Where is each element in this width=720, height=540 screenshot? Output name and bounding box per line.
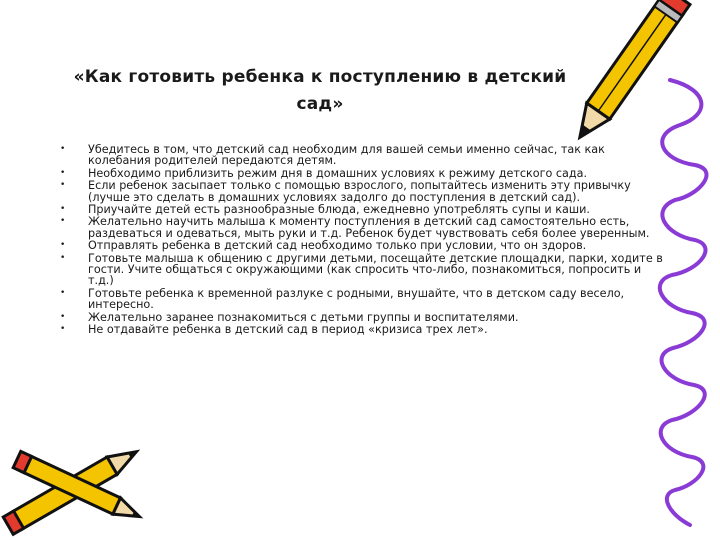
- list-item: [60, 240, 670, 251]
- list-item: [60, 168, 670, 179]
- bullet-marker: •: [60, 204, 66, 215]
- bullet-marker: •: [60, 180, 66, 191]
- list-item-text: Необходимо приблизить режим дня в домашних условиях к режиму детского сада.: [88, 166, 588, 180]
- bullet-marker: •: [60, 324, 66, 335]
- slide-title: «Как готовить ребенка к поступлению в детский сад»: [73, 67, 567, 114]
- bullet-marker: •: [60, 167, 66, 178]
- bullet-list: [60, 144, 670, 337]
- list-item: [60, 144, 670, 167]
- list-item-text: Если ребенок засыпает только с помощью взрослого, попытайтесь изменить эту привычку (лучше это сделать в домашних условиях задолго до поступления в детский сад).: [88, 179, 631, 204]
- crossed-pencils-icon: [0, 435, 160, 540]
- list-item-text: Желательно заранее познакомиться с детьми группы и воспитателями.: [88, 310, 519, 324]
- list-item-text: Убедитесь в том, что детский сад необходим для вашей семьи именно сейчас, так как колебания родителей передаются детям.: [88, 143, 605, 168]
- list-item-text: Готовьте малыша к общению с другими детьми, посещайте детские площадки, парки, ходите в гости. Учите общаться с окружающими (как спросить что-либо, познакомиться, попросить и т.д.): [88, 251, 663, 288]
- bullet-marker: •: [60, 144, 66, 154]
- bullet-marker: •: [60, 311, 66, 322]
- list-item: [60, 216, 670, 239]
- bullet-marker: •: [60, 252, 66, 263]
- list-item-text: Не отдавайте ребенка в детский сад в период «кризиса трех лет».: [88, 323, 488, 337]
- list-item: [60, 180, 670, 203]
- list-item: [60, 324, 670, 335]
- list-item-text: Желательно научить малыша к моменту поступления в детский сад самостоятельно есть, раздеваться и одеваться, мыть руки и т.д. Ребенок будет чувствовать себя более уверенным.: [88, 215, 650, 240]
- bullet-marker: •: [60, 240, 66, 251]
- list-item-text: Приучайте детей есть разнообразные блюда, ежедневно употреблять супы и каши.: [88, 203, 590, 217]
- list-item: [60, 288, 670, 311]
- bullet-marker: •: [60, 287, 66, 298]
- list-item-text: Готовьте ребенка к временной разлуке с родными, внушайте, что в детском саду весело, интересно.: [88, 286, 625, 312]
- list-item: [60, 253, 670, 287]
- list-item: [60, 312, 670, 323]
- bullet-marker: •: [60, 216, 66, 227]
- list-item: [60, 204, 670, 215]
- list-item-text: Отправлять ребенка в детский сад необходимо только при условии, что он здоров.: [88, 239, 587, 253]
